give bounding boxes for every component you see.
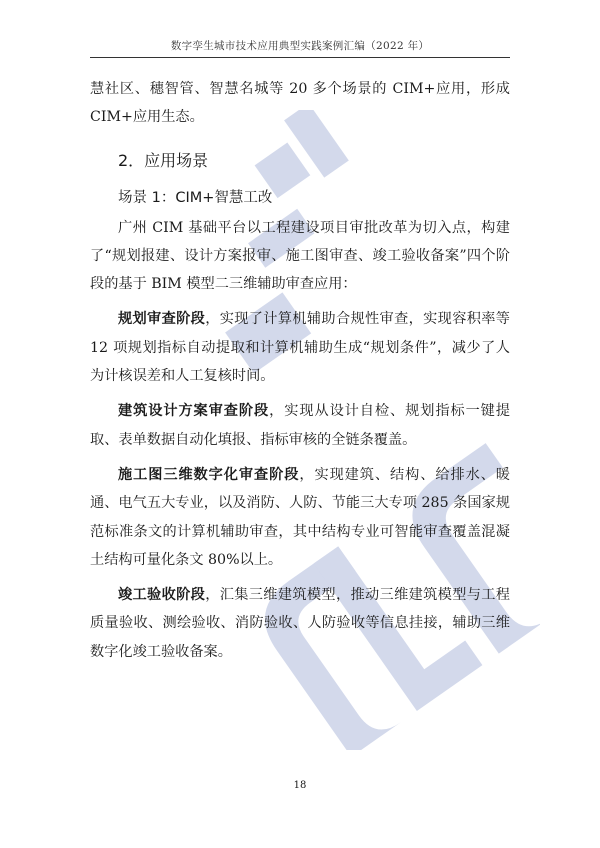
page-body	[90, 75, 510, 666]
stage-text: ，实现了计算机辅助合规性审查，实现容积率等 12 项规划指标自动提取和计算机辅助生成“规划条件”，减少了人为计核误差和人工复核时间。	[90, 311, 510, 385]
stage-title: 竣工验收阶段	[118, 587, 206, 604]
stage-paragraph	[90, 397, 510, 454]
stage-paragraph	[90, 461, 510, 574]
page-number: 18	[293, 780, 307, 791]
stage-text: ，汇集三维建筑模型，推动三维建筑模型与工程质量验收、测绘验收、消防验收、人防验收等信息挂接，辅助三维数字化竣工验收备案。	[90, 587, 510, 660]
stage-title: 规划审查阶段	[118, 311, 206, 328]
header-rule	[90, 57, 510, 58]
stage-title: 施工图三维数字化审查阶段	[118, 466, 300, 483]
stage-text: ，实现建筑、结构、给排水、暖通、电气五大专业，以及消防、人防、节能三大专项 285 条国家规范标准条文的计算机辅助审查，其中结构专业可智能审查覆盖混凝土结构可量化条文 80%以上。	[90, 466, 510, 568]
stage-title: 建筑设计方案审查阶段	[118, 403, 270, 420]
running-header: 数字孪生城市技术应用典型实践案例汇编（2022 年）	[170, 40, 430, 52]
intro-paragraph: 慧社区、穗智管、智慧名城等 20 多个场景的 CIM+应用，形成 CIM+应用生态。	[90, 81, 510, 126]
scenario-intro-paragraph: 广州 CIM 基础平台以工程建设项目审批改革为切入点，构建了“规划报建、设计方案报审、施工图审查、竣工验收备案”四个阶段的基于 BIM 模型二三维辅助审查应用：	[90, 219, 510, 293]
scenario-heading: 场景 1：CIM+智慧工改	[118, 189, 273, 206]
stage-text: ，实现从设计自检、规划指标一键提取、表单数据自动化填报、指标审核的全链条覆盖。	[90, 403, 510, 448]
stage-paragraph	[90, 581, 510, 666]
section-heading: 2．应用场景	[118, 150, 209, 170]
stage-paragraph	[90, 305, 510, 390]
